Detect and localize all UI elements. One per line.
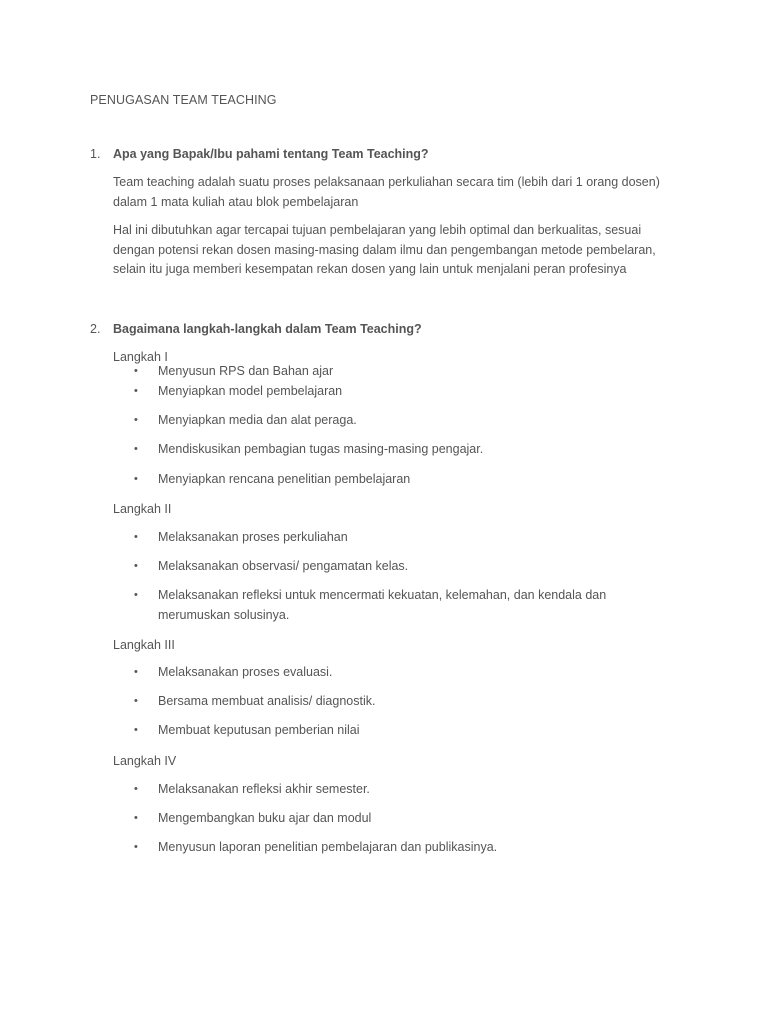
list-item-text: Menyiapkan rencana penelitian pembelajaran xyxy=(158,472,411,486)
step-label: Langkah III xyxy=(113,638,175,652)
step-label: Langkah I xyxy=(113,350,168,364)
answer-1-paragraph-2 xyxy=(113,221,673,280)
list-item-text-line: merumuskan solusinya. xyxy=(158,607,290,622)
list-item-text: Menyusun RPS dan Bahan ajar xyxy=(158,364,334,378)
bullet-icon: • xyxy=(134,695,138,707)
question-2-number: 2. xyxy=(90,322,101,336)
page-title: PENUGASAN TEAM TEACHING xyxy=(90,93,277,107)
list-item-text: Melaksanakan refleksi akhir semester. xyxy=(158,782,370,796)
answer-1-paragraph-1-line: Team teaching adalah suatu proses pelaksanaan perkuliahan secara tim (lebih dari 1 orang dosen) xyxy=(113,175,660,189)
list-item-text: Menyiapkan media dan alat peraga. xyxy=(158,413,357,427)
list-item-text: Mendiskusikan pembagian tugas masing-masing pengajar. xyxy=(158,442,484,456)
question-1-number: 1. xyxy=(90,147,101,161)
bullet-icon: • xyxy=(134,724,138,736)
question-2-text: Bagaimana langkah-langkah dalam Team Teaching? xyxy=(113,322,422,336)
list-item-text: Melaksanakan observasi/ pengamatan kelas. xyxy=(158,559,409,573)
step-label: Langkah II xyxy=(113,502,172,516)
bullet-icon: • xyxy=(134,560,138,572)
bullet-icon: • xyxy=(134,414,138,426)
answer-1-paragraph-2-line: dengan potensi rekan dosen masing-masing dalam ilmu dan pengembangan metode pembelaran, xyxy=(113,242,656,257)
list-item-text: Melaksanakan proses evaluasi. xyxy=(158,665,333,679)
bullet-icon: • xyxy=(134,443,138,455)
list-item-text-line: Melaksanakan refleksi untuk mencermati kekuatan, kelemahan, dan kendala dan xyxy=(158,588,607,602)
list-item-text xyxy=(158,586,628,625)
answer-1-paragraph-1-line: dalam 1 mata kuliah atau blok pembelajaran xyxy=(113,194,359,209)
list-item-text: Bersama membuat analisis/ diagnostik. xyxy=(158,694,376,708)
list-item-text: Menyiapkan model pembelajaran xyxy=(158,384,343,398)
bullet-icon: • xyxy=(134,473,138,485)
bullet-icon: • xyxy=(134,783,138,795)
step-label: Langkah IV xyxy=(113,754,177,768)
answer-1-paragraph-1 xyxy=(113,173,673,212)
question-1-text: Apa yang Bapak/Ibu pahami tentang Team Teaching? xyxy=(113,147,429,161)
bullet-icon: • xyxy=(134,812,138,824)
list-item-text: Membuat keputusan pemberian nilai xyxy=(158,723,360,737)
answer-1-paragraph-2-line: selain itu juga memberi kesempatan rekan dosen yang lain untuk menjalani peran profesinya xyxy=(113,262,627,276)
bullet-icon: • xyxy=(134,531,138,543)
list-item-text: Menyusun laporan penelitian pembelajaran dan publikasinya. xyxy=(158,840,498,854)
bullet-icon: • xyxy=(134,385,138,397)
list-item-text: Melaksanakan proses perkuliahan xyxy=(158,530,348,544)
answer-1-paragraph-2-line: Hal ini dibutuhkan agar tercapai tujuan pembelajaran yang lebih optimal dan berkualitas, sesuai xyxy=(113,223,642,237)
list-item-text: Mengembangkan buku ajar dan modul xyxy=(158,811,372,825)
bullet-icon: • xyxy=(134,841,138,853)
bullet-icon: • xyxy=(134,365,138,377)
bullet-icon: • xyxy=(134,666,138,678)
bullet-icon: • xyxy=(134,589,138,601)
